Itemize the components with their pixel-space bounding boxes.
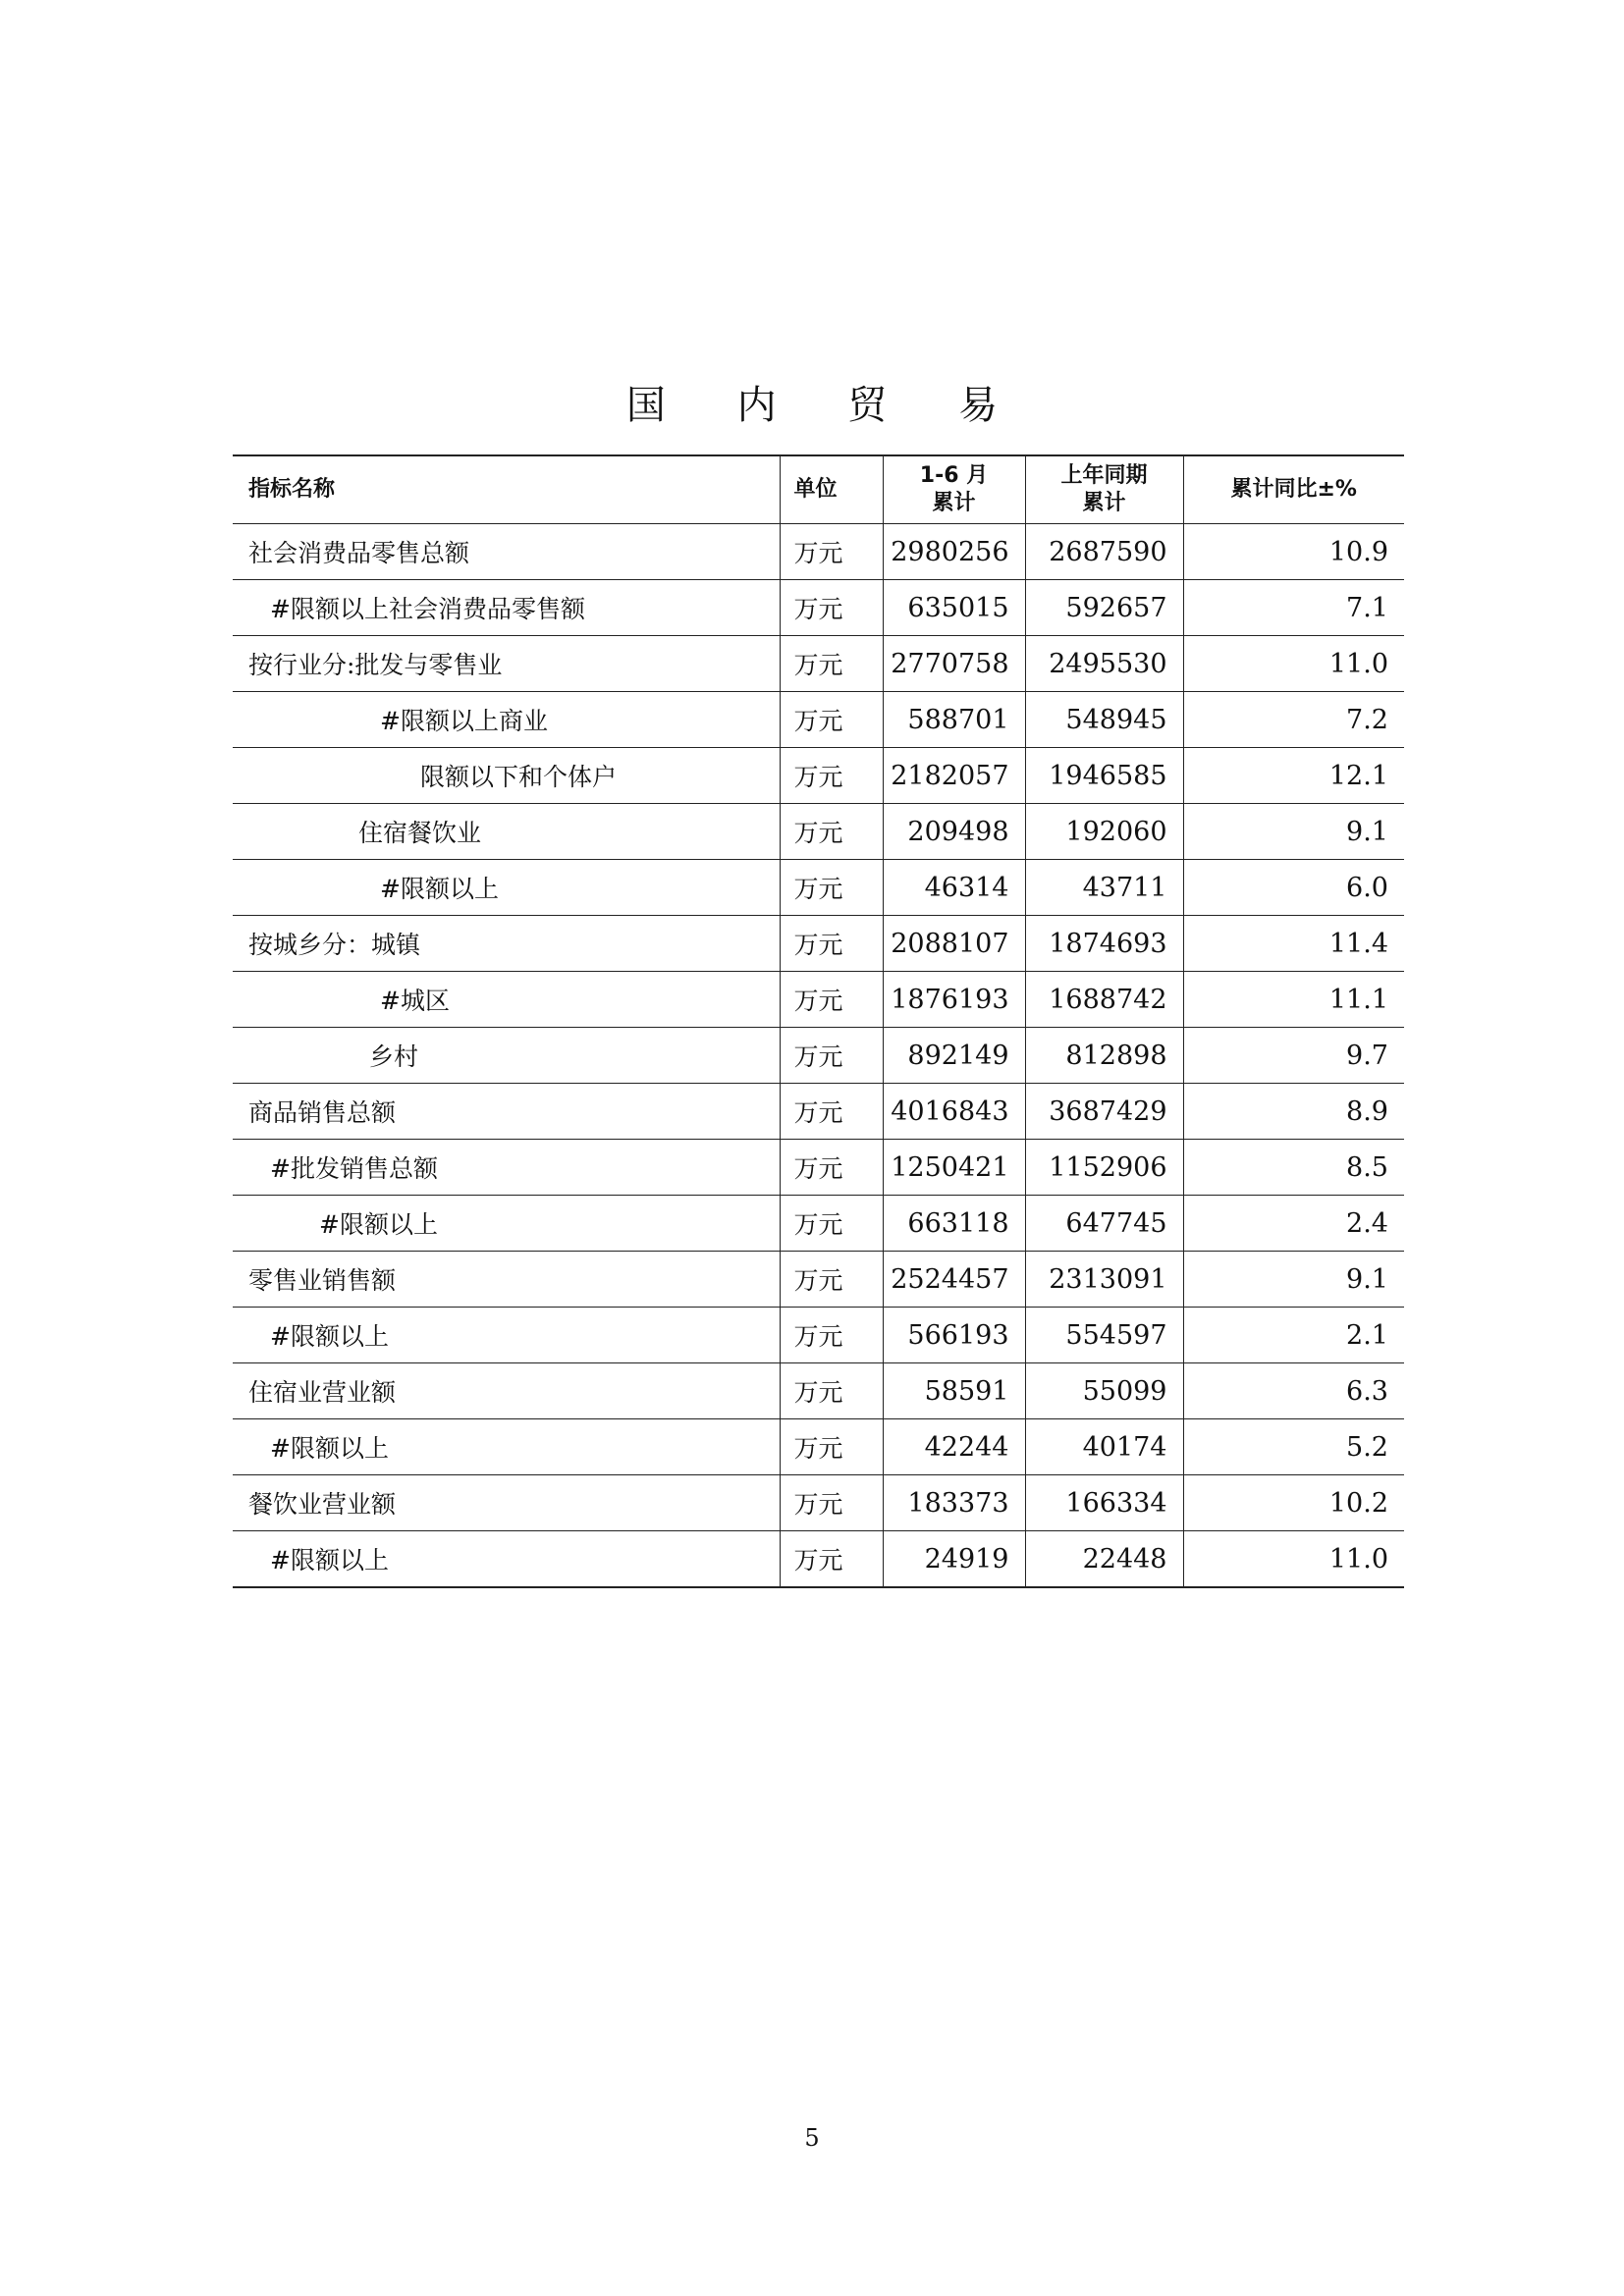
row-change: 11.1: [1183, 972, 1404, 1028]
row-previous: 1688742: [1025, 972, 1183, 1028]
row-unit: 万元: [780, 636, 883, 692]
row-previous: 2313091: [1025, 1252, 1183, 1308]
row-current: 588701: [883, 692, 1025, 748]
row-previous: 592657: [1025, 580, 1183, 636]
row-current: 209498: [883, 804, 1025, 860]
table-row: [233, 1028, 1404, 1084]
table-row: [233, 524, 1404, 580]
row-unit: 万元: [780, 860, 883, 916]
row-name: 限额以下和个体户: [233, 748, 780, 804]
row-previous: 554597: [1025, 1308, 1183, 1363]
header-current-cumulative: [883, 455, 1025, 524]
row-previous: 166334: [1025, 1475, 1183, 1531]
row-name: #限额以上商业: [233, 692, 780, 748]
row-previous: 192060: [1025, 804, 1183, 860]
table-row: [233, 860, 1404, 916]
row-name: 按行业分:批发与零售业: [233, 636, 780, 692]
table-row: [233, 972, 1404, 1028]
row-name: #限额以上: [233, 1531, 780, 1588]
row-current: 2088107: [883, 916, 1025, 972]
row-current: 2524457: [883, 1252, 1025, 1308]
header-current-line2: 累计: [932, 491, 976, 515]
row-previous: 3687429: [1025, 1084, 1183, 1140]
row-name: #限额以上社会消费品零售额: [233, 580, 780, 636]
row-change: 5.2: [1183, 1419, 1404, 1475]
header-previous-line1: 上年同期: [1060, 463, 1148, 488]
table-row: [233, 1308, 1404, 1363]
row-unit: 万元: [780, 1531, 883, 1588]
row-unit: 万元: [780, 804, 883, 860]
row-current: 46314: [883, 860, 1025, 916]
row-current: 663118: [883, 1196, 1025, 1252]
row-unit: 万元: [780, 972, 883, 1028]
row-previous: 40174: [1025, 1419, 1183, 1475]
row-unit: 万元: [780, 1196, 883, 1252]
row-current: 183373: [883, 1475, 1025, 1531]
page-number: 5: [804, 2124, 820, 2152]
row-change: 9.1: [1183, 1252, 1404, 1308]
row-change: 10.9: [1183, 524, 1404, 580]
row-unit: 万元: [780, 692, 883, 748]
table-row: [233, 1531, 1404, 1588]
table-row: [233, 1475, 1404, 1531]
row-current: 4016843: [883, 1084, 1025, 1140]
row-unit: 万元: [780, 1475, 883, 1531]
row-previous: 647745: [1025, 1196, 1183, 1252]
row-change: 6.0: [1183, 860, 1404, 916]
header-previous-cumulative: [1025, 455, 1183, 524]
row-name: #限额以上: [233, 1308, 780, 1363]
row-name: #限额以上: [233, 860, 780, 916]
row-current: 42244: [883, 1419, 1025, 1475]
table-header-row: [233, 455, 1404, 524]
row-name: #限额以上: [233, 1196, 780, 1252]
row-previous: 22448: [1025, 1531, 1183, 1588]
row-change: 10.2: [1183, 1475, 1404, 1531]
row-name: #城区: [233, 972, 780, 1028]
table-row: [233, 1252, 1404, 1308]
row-current: 2770758: [883, 636, 1025, 692]
row-name: 乡村: [233, 1028, 780, 1084]
row-previous: 548945: [1025, 692, 1183, 748]
row-current: 566193: [883, 1308, 1025, 1363]
row-unit: 万元: [780, 1084, 883, 1140]
row-name: 住宿餐饮业: [233, 804, 780, 860]
row-current: 1876193: [883, 972, 1025, 1028]
row-name: 社会消费品零售总额: [233, 524, 780, 580]
page-title: 国 内 贸 易: [625, 383, 1028, 428]
row-current: 2182057: [883, 748, 1025, 804]
row-previous: 1874693: [1025, 916, 1183, 972]
table-row: [233, 636, 1404, 692]
row-unit: 万元: [780, 1252, 883, 1308]
row-change: 8.9: [1183, 1084, 1404, 1140]
row-previous: 2687590: [1025, 524, 1183, 580]
row-change: 2.1: [1183, 1308, 1404, 1363]
table-row: [233, 1363, 1404, 1419]
header-unit: 单位: [780, 455, 883, 524]
row-name: 零售业销售额: [233, 1252, 780, 1308]
row-unit: 万元: [780, 748, 883, 804]
table-row: [233, 692, 1404, 748]
row-previous: 1946585: [1025, 748, 1183, 804]
row-unit: 万元: [780, 1308, 883, 1363]
row-change: 2.4: [1183, 1196, 1404, 1252]
table-row: [233, 804, 1404, 860]
row-unit: 万元: [780, 916, 883, 972]
row-name: #限额以上: [233, 1419, 780, 1475]
table-row: [233, 748, 1404, 804]
row-current: 1250421: [883, 1140, 1025, 1196]
row-name: 餐饮业营业额: [233, 1475, 780, 1531]
row-change: 6.3: [1183, 1363, 1404, 1419]
row-unit: 万元: [780, 1363, 883, 1419]
row-change: 9.1: [1183, 804, 1404, 860]
row-unit: 万元: [780, 1419, 883, 1475]
row-name: #批发销售总额: [233, 1140, 780, 1196]
row-change: 7.2: [1183, 692, 1404, 748]
table-row: [233, 1140, 1404, 1196]
header-yoy-change: 累计同比±%: [1183, 455, 1404, 524]
row-previous: 43711: [1025, 860, 1183, 916]
row-previous: 2495530: [1025, 636, 1183, 692]
row-previous: 55099: [1025, 1363, 1183, 1419]
table-row: [233, 580, 1404, 636]
domestic-trade-table: [233, 454, 1404, 1588]
header-indicator-name: 指标名称: [248, 477, 336, 502]
row-current: 635015: [883, 580, 1025, 636]
row-name: 商品销售总额: [233, 1084, 780, 1140]
header-current-line1: 1-6 月: [919, 463, 989, 488]
row-current: 24919: [883, 1531, 1025, 1588]
row-change: 12.1: [1183, 748, 1404, 804]
row-change: 11.0: [1183, 1531, 1404, 1588]
row-change: 8.5: [1183, 1140, 1404, 1196]
row-current: 892149: [883, 1028, 1025, 1084]
table-row: [233, 1196, 1404, 1252]
row-name: 住宿业营业额: [233, 1363, 780, 1419]
row-unit: 万元: [780, 580, 883, 636]
row-unit: 万元: [780, 1140, 883, 1196]
row-change: 11.4: [1183, 916, 1404, 972]
header-previous-line2: 累计: [1082, 491, 1126, 515]
table-row: [233, 1419, 1404, 1475]
row-change: 11.0: [1183, 636, 1404, 692]
row-current: 58591: [883, 1363, 1025, 1419]
table-row: [233, 916, 1404, 972]
row-name: 按城乡分：城镇: [233, 916, 780, 972]
row-change: 7.1: [1183, 580, 1404, 636]
row-change: 9.7: [1183, 1028, 1404, 1084]
row-previous: 1152906: [1025, 1140, 1183, 1196]
row-unit: 万元: [780, 1028, 883, 1084]
row-unit: 万元: [780, 524, 883, 580]
row-previous: 812898: [1025, 1028, 1183, 1084]
row-current: 2980256: [883, 524, 1025, 580]
table-row: [233, 1084, 1404, 1140]
